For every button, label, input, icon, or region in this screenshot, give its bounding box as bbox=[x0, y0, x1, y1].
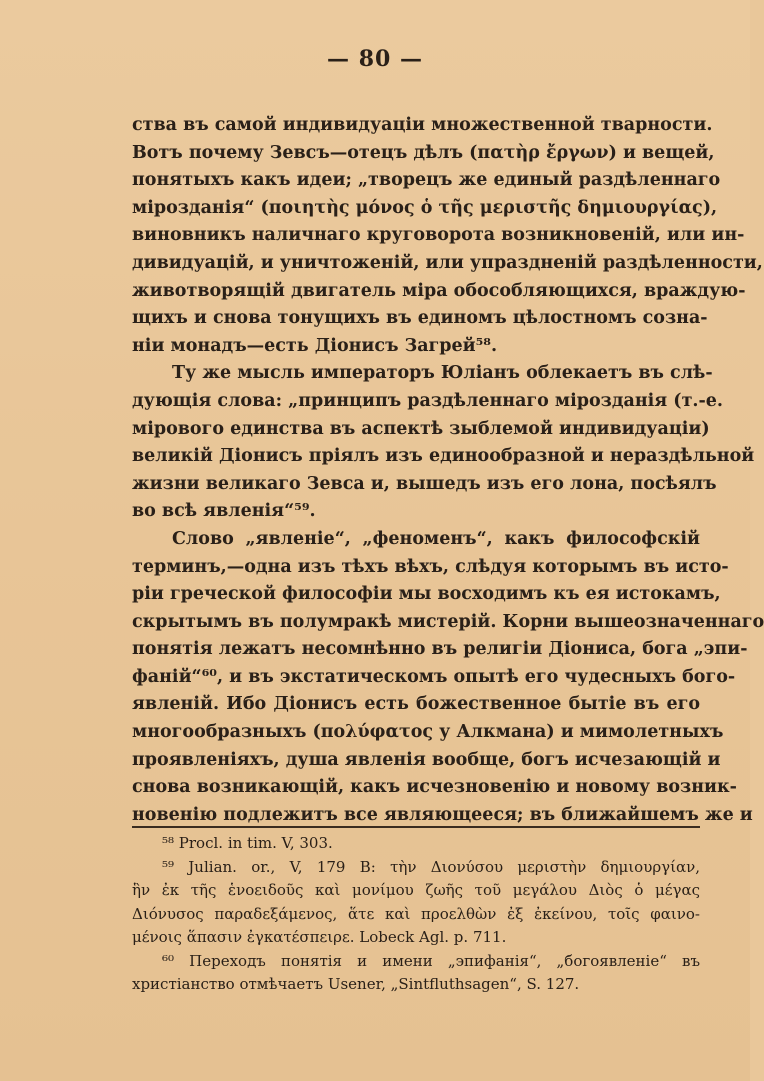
text-line: во всѣ явленія“⁵⁹. bbox=[132, 501, 316, 522]
footnote-line: ἣν ἐκ τῆς ἑνοειδοῦς καὶ μονίμου ζωῆς τοῦ μεγάλου Διὸς ὁ μέγας bbox=[132, 881, 700, 899]
text-line: дивидуацій, и уничтоженій, или упраздненій раздѣленности, bbox=[132, 252, 763, 273]
text-line: мірозданія“ (ποιητὴς μόνος ὁ τῆς μεριστῆς δημιουργίας), bbox=[132, 197, 718, 218]
text-line: снова возникающій, какъ исчезновенію и новому возник- bbox=[132, 777, 737, 798]
footnote-58 bbox=[132, 832, 700, 856]
text-line: мірового единства въ аспектѣ зыблемой индивидуаціи) bbox=[132, 418, 710, 439]
footnote-line: Διόνυσος παραδεξάμενος, ἅτε καὶ προελθὼν ἐξ ἐκείνου, τοῖς φαινο- bbox=[132, 904, 700, 923]
text-line: Ту же мысль императоръ Юліанъ облекаетъ въ слѣ- bbox=[172, 363, 713, 384]
footnote-60 bbox=[132, 950, 700, 997]
text-line: новенію подлежитъ все являющееся; въ ближайшемъ же и bbox=[132, 804, 753, 825]
footnote-line: ⁵⁹ Julian. or., V, 179 B: τὴν Διονύσου μεριστὴν δημιουργίαν, bbox=[162, 857, 700, 876]
page-number: — 80 — bbox=[327, 46, 423, 72]
text-line: скрытымъ въ полумракѣ мистерій. Корни вышеозначеннаго bbox=[132, 611, 764, 632]
footnote-line: μένοις ἅπασιν ἐγκατέσπειρε. Lobeck Agl. p. 711. bbox=[132, 928, 507, 946]
text-line: Вотъ почему Зевсъ—отецъ дѣлъ (πατὴρ ἔργων) и вещей, bbox=[132, 142, 715, 163]
body-text bbox=[132, 112, 764, 829]
text-line: щихъ и снова тонущихъ въ единомъ цѣлостномъ созна- bbox=[132, 308, 708, 329]
text-line: ріи греческой философіи мы восходимъ къ ея истокамъ, bbox=[132, 584, 721, 605]
paragraph-3 bbox=[132, 526, 764, 830]
paragraph-1 bbox=[132, 112, 763, 360]
text-line: виновникъ наличнаго круговорота возникновеній, или ин- bbox=[132, 225, 745, 246]
footnote-divider bbox=[132, 826, 700, 828]
text-line: фаній“⁶⁰, и въ экстатическомъ опытѣ его чудесныхъ бого- bbox=[132, 666, 736, 687]
paragraph-2 bbox=[132, 360, 755, 526]
footnote-line: ⁶⁰ Переходъ понятія и имени „эпифанія“, „богоявленіе“ въ bbox=[162, 951, 700, 970]
text-line: ніи монадъ—есть Діонисъ Загрей⁵⁸. bbox=[132, 335, 498, 356]
text-line: ства въ самой индивидуаціи множественной тварности. bbox=[132, 115, 713, 135]
text-line: проявленіяхъ, душа явленія вообще, богъ исчезающій и bbox=[132, 749, 721, 770]
text-line: животворящій двигатель міра обособляющихся, враждую- bbox=[132, 280, 746, 301]
footnotes bbox=[132, 832, 700, 997]
text-line: явленій. Ибо Діонисъ есть божественное бытіе въ его bbox=[132, 694, 700, 715]
text-line: понятія лежатъ несомнѣнно въ религіи Діониса, бога „эпи- bbox=[132, 639, 748, 660]
text-line: Слово „явленіе“, „феноменъ“, какъ философскій bbox=[172, 528, 700, 549]
text-line: терминъ,—одна изъ тѣхъ вѣхъ, слѣдуя которымъ въ исто- bbox=[132, 556, 729, 577]
text-line: понятыхъ какъ идеи; „творецъ же единый раздѣленнаго bbox=[132, 170, 721, 191]
footnote-59 bbox=[132, 856, 700, 950]
text-line: дующія слова: „принципъ раздѣленнаго мірозданія (т.-е. bbox=[132, 390, 724, 411]
text-line: жизни великаго Зевса и, вышедъ изъ его лона, посѣялъ bbox=[132, 473, 717, 494]
footnote-line: христіанство отмѣчаетъ Usener, „Sintfluthsagen“, S. 127. bbox=[132, 975, 580, 993]
text-line: многообразныхъ (πολύφατος у Алкмана) и мимолетныхъ bbox=[132, 722, 724, 743]
footnote-line: ⁵⁸ Procl. in tim. V, 303. bbox=[162, 834, 333, 852]
text-line: великій Діонисъ пріялъ изъ единообразной и нераздѣльной bbox=[132, 446, 755, 467]
